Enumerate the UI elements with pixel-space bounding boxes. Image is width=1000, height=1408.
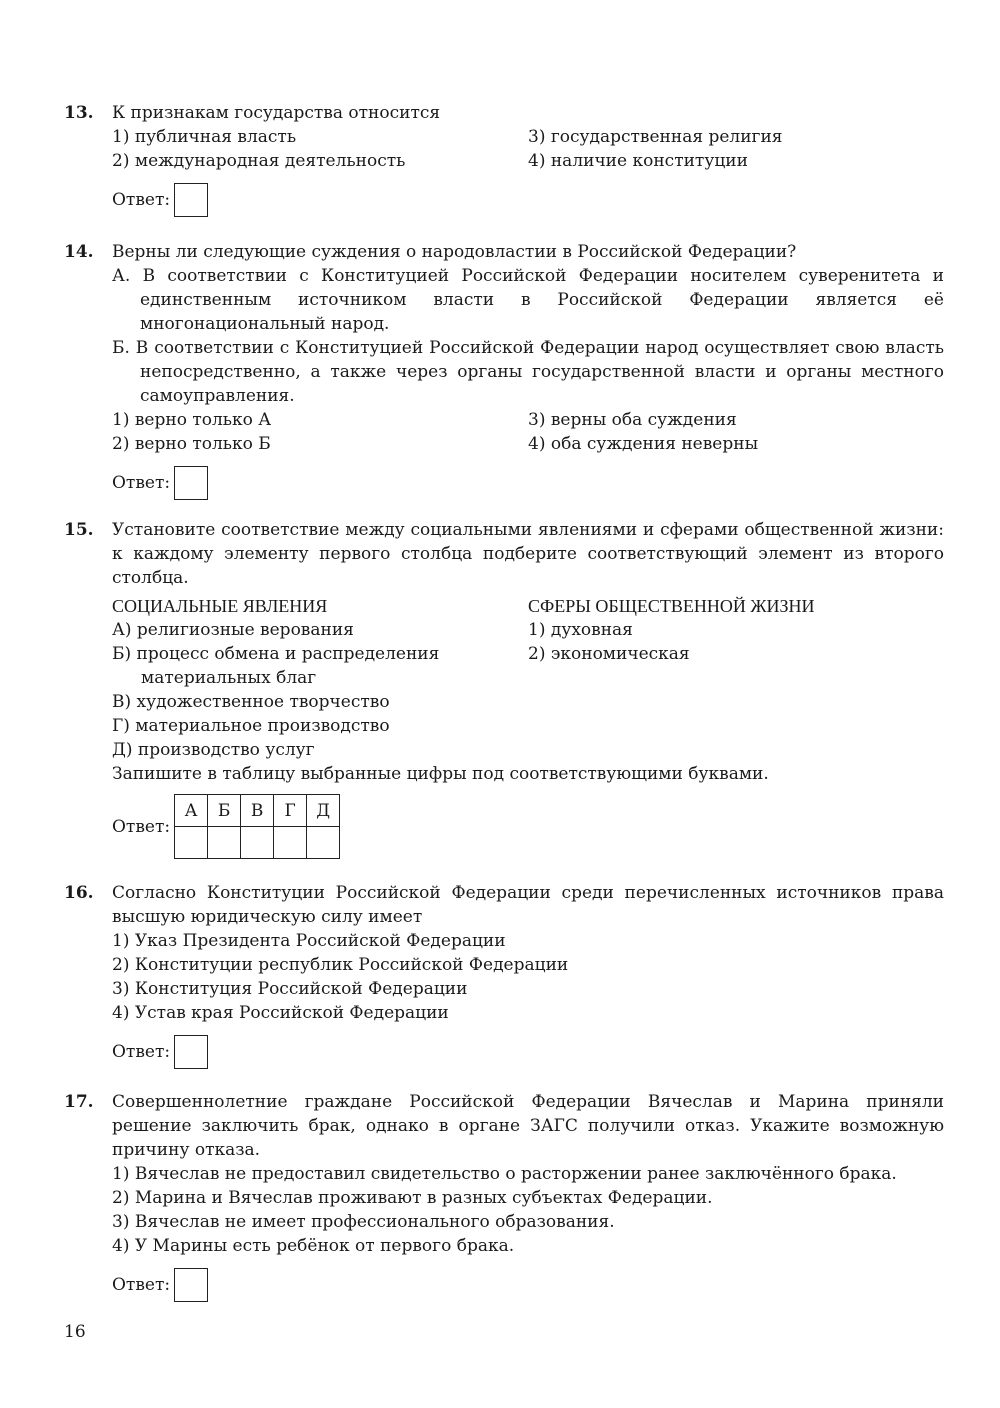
answer-box[interactable] xyxy=(174,183,208,217)
option-3: 3) государственная религия xyxy=(528,127,783,147)
sphere-2: 2) экономическая xyxy=(528,644,690,664)
option-3: 3) Конституция Российской Федерации xyxy=(112,979,468,999)
item-d: Д) производство услуг xyxy=(112,740,315,760)
option-2: 2) международная деятельность xyxy=(112,151,406,171)
answer-label: Ответ: xyxy=(112,190,171,210)
sphere-1: 1) духовная xyxy=(528,620,633,640)
question-text: Согласно Конституции Российской Федерации среди перечисленных источников права высшую юридическую силу имеет xyxy=(112,883,944,927)
matching-columns xyxy=(112,594,944,762)
option-4: 4) Устав края Российской Федерации xyxy=(112,1003,449,1023)
option-1: 1) верно только А xyxy=(112,410,272,430)
answer-label: Ответ: xyxy=(112,473,171,493)
option-1: 1) публичная власть xyxy=(112,127,297,147)
question-14 xyxy=(64,240,944,500)
answer-box[interactable] xyxy=(174,466,208,500)
option-2: 2) Марина и Вячеслав проживают в разных субъектах Федерации. xyxy=(112,1188,713,1208)
item-g: Г) материальное производство xyxy=(112,716,390,736)
question-number: 16. xyxy=(64,883,94,903)
option-1: 1) Указ Президента Российской Федерации xyxy=(112,931,506,951)
answer-box[interactable] xyxy=(174,1035,208,1069)
question-number: 14. xyxy=(64,242,94,262)
table-header-g: Г xyxy=(274,795,307,827)
question-text: Верны ли следующие суждения о народовластии в Российской Федерации? xyxy=(112,242,797,262)
question-text: К признакам государства относится xyxy=(112,103,441,123)
option-3: 3) Вячеслав не имеет профессионального образования. xyxy=(112,1212,615,1232)
option-1: 1) Вячеслав не предоставил свидетельство о расторжении ранее заключённого брака. xyxy=(112,1164,897,1184)
answer-row xyxy=(112,1268,944,1302)
table-header-d: Д xyxy=(307,795,340,827)
answer-cell-a[interactable] xyxy=(175,827,208,859)
answer-row xyxy=(112,466,944,500)
answer-cell-v[interactable] xyxy=(241,827,274,859)
table-header-a: А xyxy=(175,795,208,827)
question-text: Установите соответствие между социальными явлениями и сферами общественной жизни: к каждому элементу первого столбца подберите соответствующий элемент из второго столбца. xyxy=(112,520,944,588)
answer-box[interactable] xyxy=(174,1268,208,1302)
item-b: Б) процесс обмена и распределения материальных благ xyxy=(112,644,440,688)
item-a: А) религиозные верования xyxy=(112,620,354,640)
answer-cell-g[interactable] xyxy=(274,827,307,859)
answer-label: Ответ: xyxy=(112,816,171,837)
option-3: 3) верны оба суждения xyxy=(528,410,737,430)
option-4: 4) У Марины есть ребёнок от первого брака. xyxy=(112,1236,515,1256)
answer-label: Ответ: xyxy=(112,1275,171,1295)
answer-cell-b[interactable] xyxy=(208,827,241,859)
option-4: 4) наличие конституции xyxy=(528,151,748,171)
answer-table xyxy=(174,794,340,859)
options xyxy=(112,125,944,173)
option-2: 2) верно только Б xyxy=(112,434,271,454)
option-4: 4) оба суждения неверны xyxy=(528,434,759,454)
question-text: Совершеннолетние граждане Российской Федерации Вячеслав и Марина приняли решение заключить брак, однако в органе ЗАГС получили отказ. Укажите возможную причину отказа. xyxy=(112,1092,944,1160)
right-column-header: СФЕРЫ ОБЩЕСТВЕННОЙ ЖИЗНИ xyxy=(528,596,815,616)
question-15 xyxy=(64,518,944,859)
answer-row xyxy=(112,794,944,859)
answer-cell-d[interactable] xyxy=(307,827,340,859)
question-13 xyxy=(64,101,944,217)
question-16 xyxy=(64,881,944,1069)
answer-row xyxy=(112,183,944,217)
question-number: 13. xyxy=(64,103,94,123)
question-17 xyxy=(64,1090,944,1302)
statement-a: А. В соответствии с Конституцией Российской Федерации носителем суверенитета и единственным источником власти в Российской Федерации является её многонациональный народ. xyxy=(112,266,944,334)
item-v: В) художественное творчество xyxy=(112,692,390,712)
left-column-header: СОЦИАЛЬНЫЕ ЯВЛЕНИЯ xyxy=(112,596,328,616)
answer-label: Ответ: xyxy=(112,1042,171,1062)
question-number: 17. xyxy=(64,1092,94,1112)
table-header-v: В xyxy=(241,795,274,827)
statement-b: Б. В соответствии с Конституцией Российской Федерации народ осуществляет свою власть непосредственно, а также через органы государственной власти и органы местного самоуправления. xyxy=(112,338,944,406)
answer-row xyxy=(112,1035,944,1069)
question-number: 15. xyxy=(64,520,94,540)
table-header-b: Б xyxy=(208,795,241,827)
options xyxy=(112,408,944,456)
option-2: 2) Конституции республик Российской Федерации xyxy=(112,955,569,975)
instruction-text: Запишите в таблицу выбранные цифры под соответствующими буквами. xyxy=(112,764,769,784)
page-number: 16 xyxy=(64,1322,86,1342)
